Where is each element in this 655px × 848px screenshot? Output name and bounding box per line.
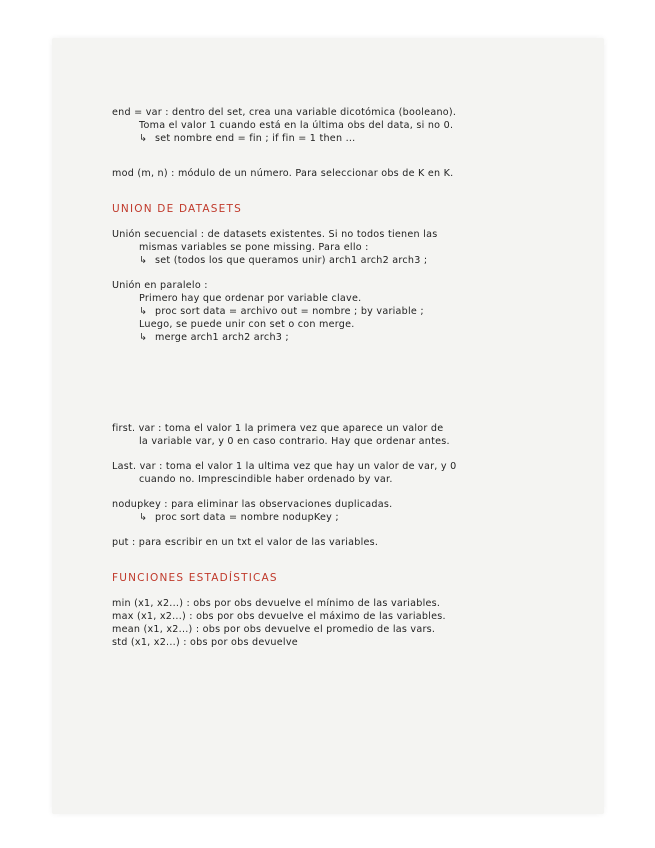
arrow-icon: ↳ (139, 133, 148, 144)
union-seq-definition: Unión secuencial : de datasets existentes. Si no todos tienen las (112, 229, 438, 240)
union-par-code2: merge arch1 arch2 arch3 ; (155, 332, 289, 343)
arrow-icon: ↳ (139, 255, 148, 266)
arrow-icon: ↳ (139, 332, 148, 343)
functions-heading: FUNCIONES ESTADÍSTICAS (112, 572, 278, 584)
func-min: min (x1, x2...) : obs por obs devuelve el mínimo de las variables. (112, 598, 441, 609)
union-par-step2: Luego, se puede unir con set o con merge. (139, 319, 355, 330)
end-example (112, 132, 582, 145)
mod-definition: mod (m, n) : módulo de un número. Para seleccionar obs de K en K. (112, 168, 454, 179)
union-seq-explanation: mismas variables se pone missing. Para ello : (139, 242, 369, 253)
end-example-code: set nombre end = fin ; if fin = 1 then ... (155, 133, 356, 144)
arrow-icon: ↳ (139, 512, 148, 523)
union-heading: UNION DE DATASETS (112, 203, 242, 215)
nodupkey-example (112, 511, 582, 524)
func-mean: mean (x1, x2...) : obs por obs devuelve el promedio de las vars. (112, 624, 436, 635)
union-par-example1 (112, 305, 582, 318)
end-definition: end = var : dentro del set, crea una variable dicotómica (booleano). (112, 107, 457, 118)
union-par-step1: Primero hay que ordenar por variable clave. (139, 293, 362, 304)
func-max: max (x1, x2...) : obs por obs devuelve el máximo de las variables. (112, 611, 446, 622)
union-seq-code: set (todos los que queramos unir) arch1 arch2 arch3 ; (155, 255, 428, 266)
nodupkey-code: proc sort data = nombre nodupKey ; (155, 512, 339, 523)
union-seq-example (112, 254, 582, 267)
handwritten-notes (112, 106, 582, 649)
last-explanation: cuando no. Imprescindible haber ordenado by var. (139, 474, 393, 485)
last-definition: Last. var : toma el valor 1 la ultima vez que hay un valor de var, y 0 (112, 461, 457, 472)
union-par-definition: Unión en paralelo : (112, 280, 208, 291)
union-par-code1: proc sort data = archivo out = nombre ; by variable ; (155, 306, 424, 317)
nodupkey-definition: nodupkey : para eliminar las observaciones duplicadas. (112, 499, 393, 510)
union-par-example2 (112, 331, 582, 344)
first-explanation: la variable var, y 0 en caso contrario. Hay que ordenar antes. (139, 436, 450, 447)
put-definition: put : para escribir en un txt el valor de las variables. (112, 537, 379, 548)
first-definition: first. var : toma el valor 1 la primera vez que aparece un valor de (112, 423, 444, 434)
end-explanation: Toma el valor 1 cuando está en la última obs del data, si no 0. (139, 120, 454, 131)
arrow-icon: ↳ (139, 306, 148, 317)
func-std: std (x1, x2...) : obs por obs devuelve (112, 637, 298, 648)
